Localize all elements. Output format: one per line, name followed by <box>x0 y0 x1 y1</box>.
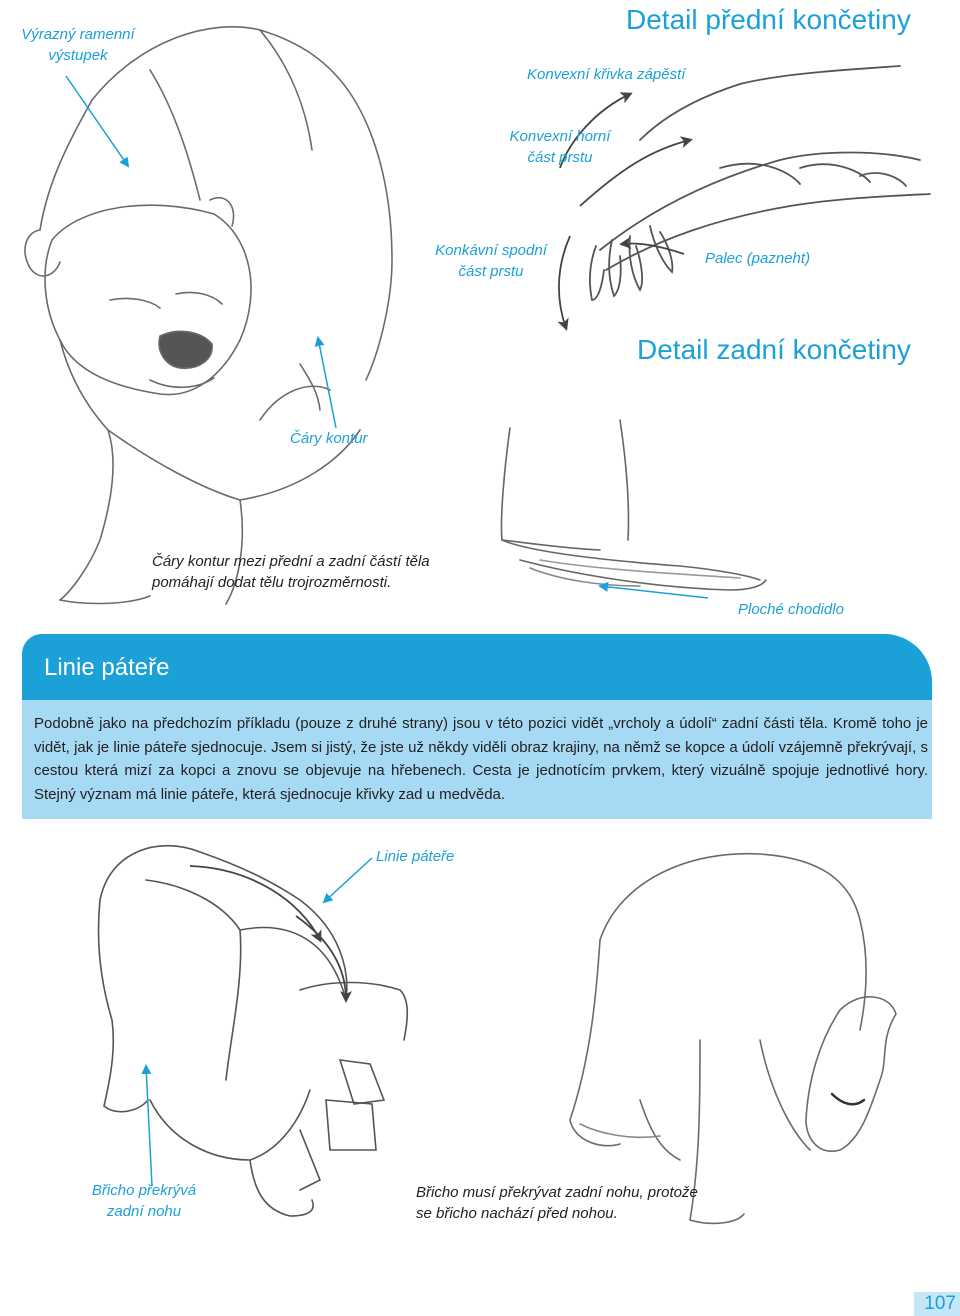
toe-top-label <box>480 126 640 168</box>
front-limb-heading: Detail přední končetiny <box>626 4 911 35</box>
hind-limb-heading: Detail zadní končetiny <box>637 334 911 365</box>
page-number: 107 <box>924 1293 956 1314</box>
spine-label: Linie páteře <box>376 848 455 865</box>
belly-note <box>416 1182 698 1224</box>
toe-bottom-label-line-1: Konkávní spodní <box>435 242 547 259</box>
shoulder-label-line-1: Výrazný ramenní <box>21 26 135 43</box>
toe-bottom-label <box>410 240 572 282</box>
claw-label: Palec (pazneht) <box>705 250 811 267</box>
belly-label-line-2: zadní nohu <box>106 1203 182 1220</box>
bear-shaded-illustration <box>570 854 896 1224</box>
shoulder-label <box>4 24 152 66</box>
bear-construction-illustration <box>99 846 408 1216</box>
contour-note-line-2: pomáhají dodat tělu trojrozměrnosti. <box>152 574 392 591</box>
shoulder-label-line-2: výstupek <box>48 47 108 64</box>
page-number-tab <box>914 1292 960 1316</box>
spine-info-box-text: Podobně jako na předchozím příkladu (pouze z druhé strany) jsou v této pozici vidět „vrcholy a údolí“ zadní části těla. Kromě toho je vidět, jak je linie páteře sjednocuje. Jsem si jistý, že jste už někdy viděli obraz krajiny, na němž se kopce a údolí vzájemně překrývají, s cestou která mizí za kopci a znovu se objevuje na hřebenech. Cesta je jednotícím prvkem, který vizuálně spojuje jednotlivé hory. Stejný význam má linie páteře, která sjednocuje křivky zad u medvěda. <box>34 715 928 803</box>
belly-label <box>76 1180 212 1222</box>
flat-sole-label: Ploché chodidlo <box>738 601 844 618</box>
wrist-curve-label: Konvexní křivka zápěstí <box>527 66 686 83</box>
contour-note-line-1: Čáry kontur mezi přední a zadní částí těla <box>152 553 430 570</box>
toe-top-label-line-1: Konvexní horní <box>509 128 611 145</box>
belly-label-line-1: Břicho překrývá <box>91 1182 197 1199</box>
spine-info-box-title: Linie páteře <box>44 654 170 681</box>
toe-top-label-line-2: část prstu <box>527 149 593 166</box>
toe-bottom-label-line-2: část prstu <box>458 263 524 280</box>
contours-label: Čáry kontur <box>290 430 368 447</box>
spine-info-box <box>22 634 932 819</box>
belly-note-line-1: Břicho musí překrývat zadní nohu, protože <box>416 1184 698 1201</box>
contour-note <box>152 551 430 593</box>
hind-leg-illustration <box>501 420 766 590</box>
belly-note-line-2: se břicho nachází před nohou. <box>416 1205 618 1222</box>
spine-info-box-header <box>22 634 932 700</box>
bear-top-illustration <box>25 27 392 604</box>
